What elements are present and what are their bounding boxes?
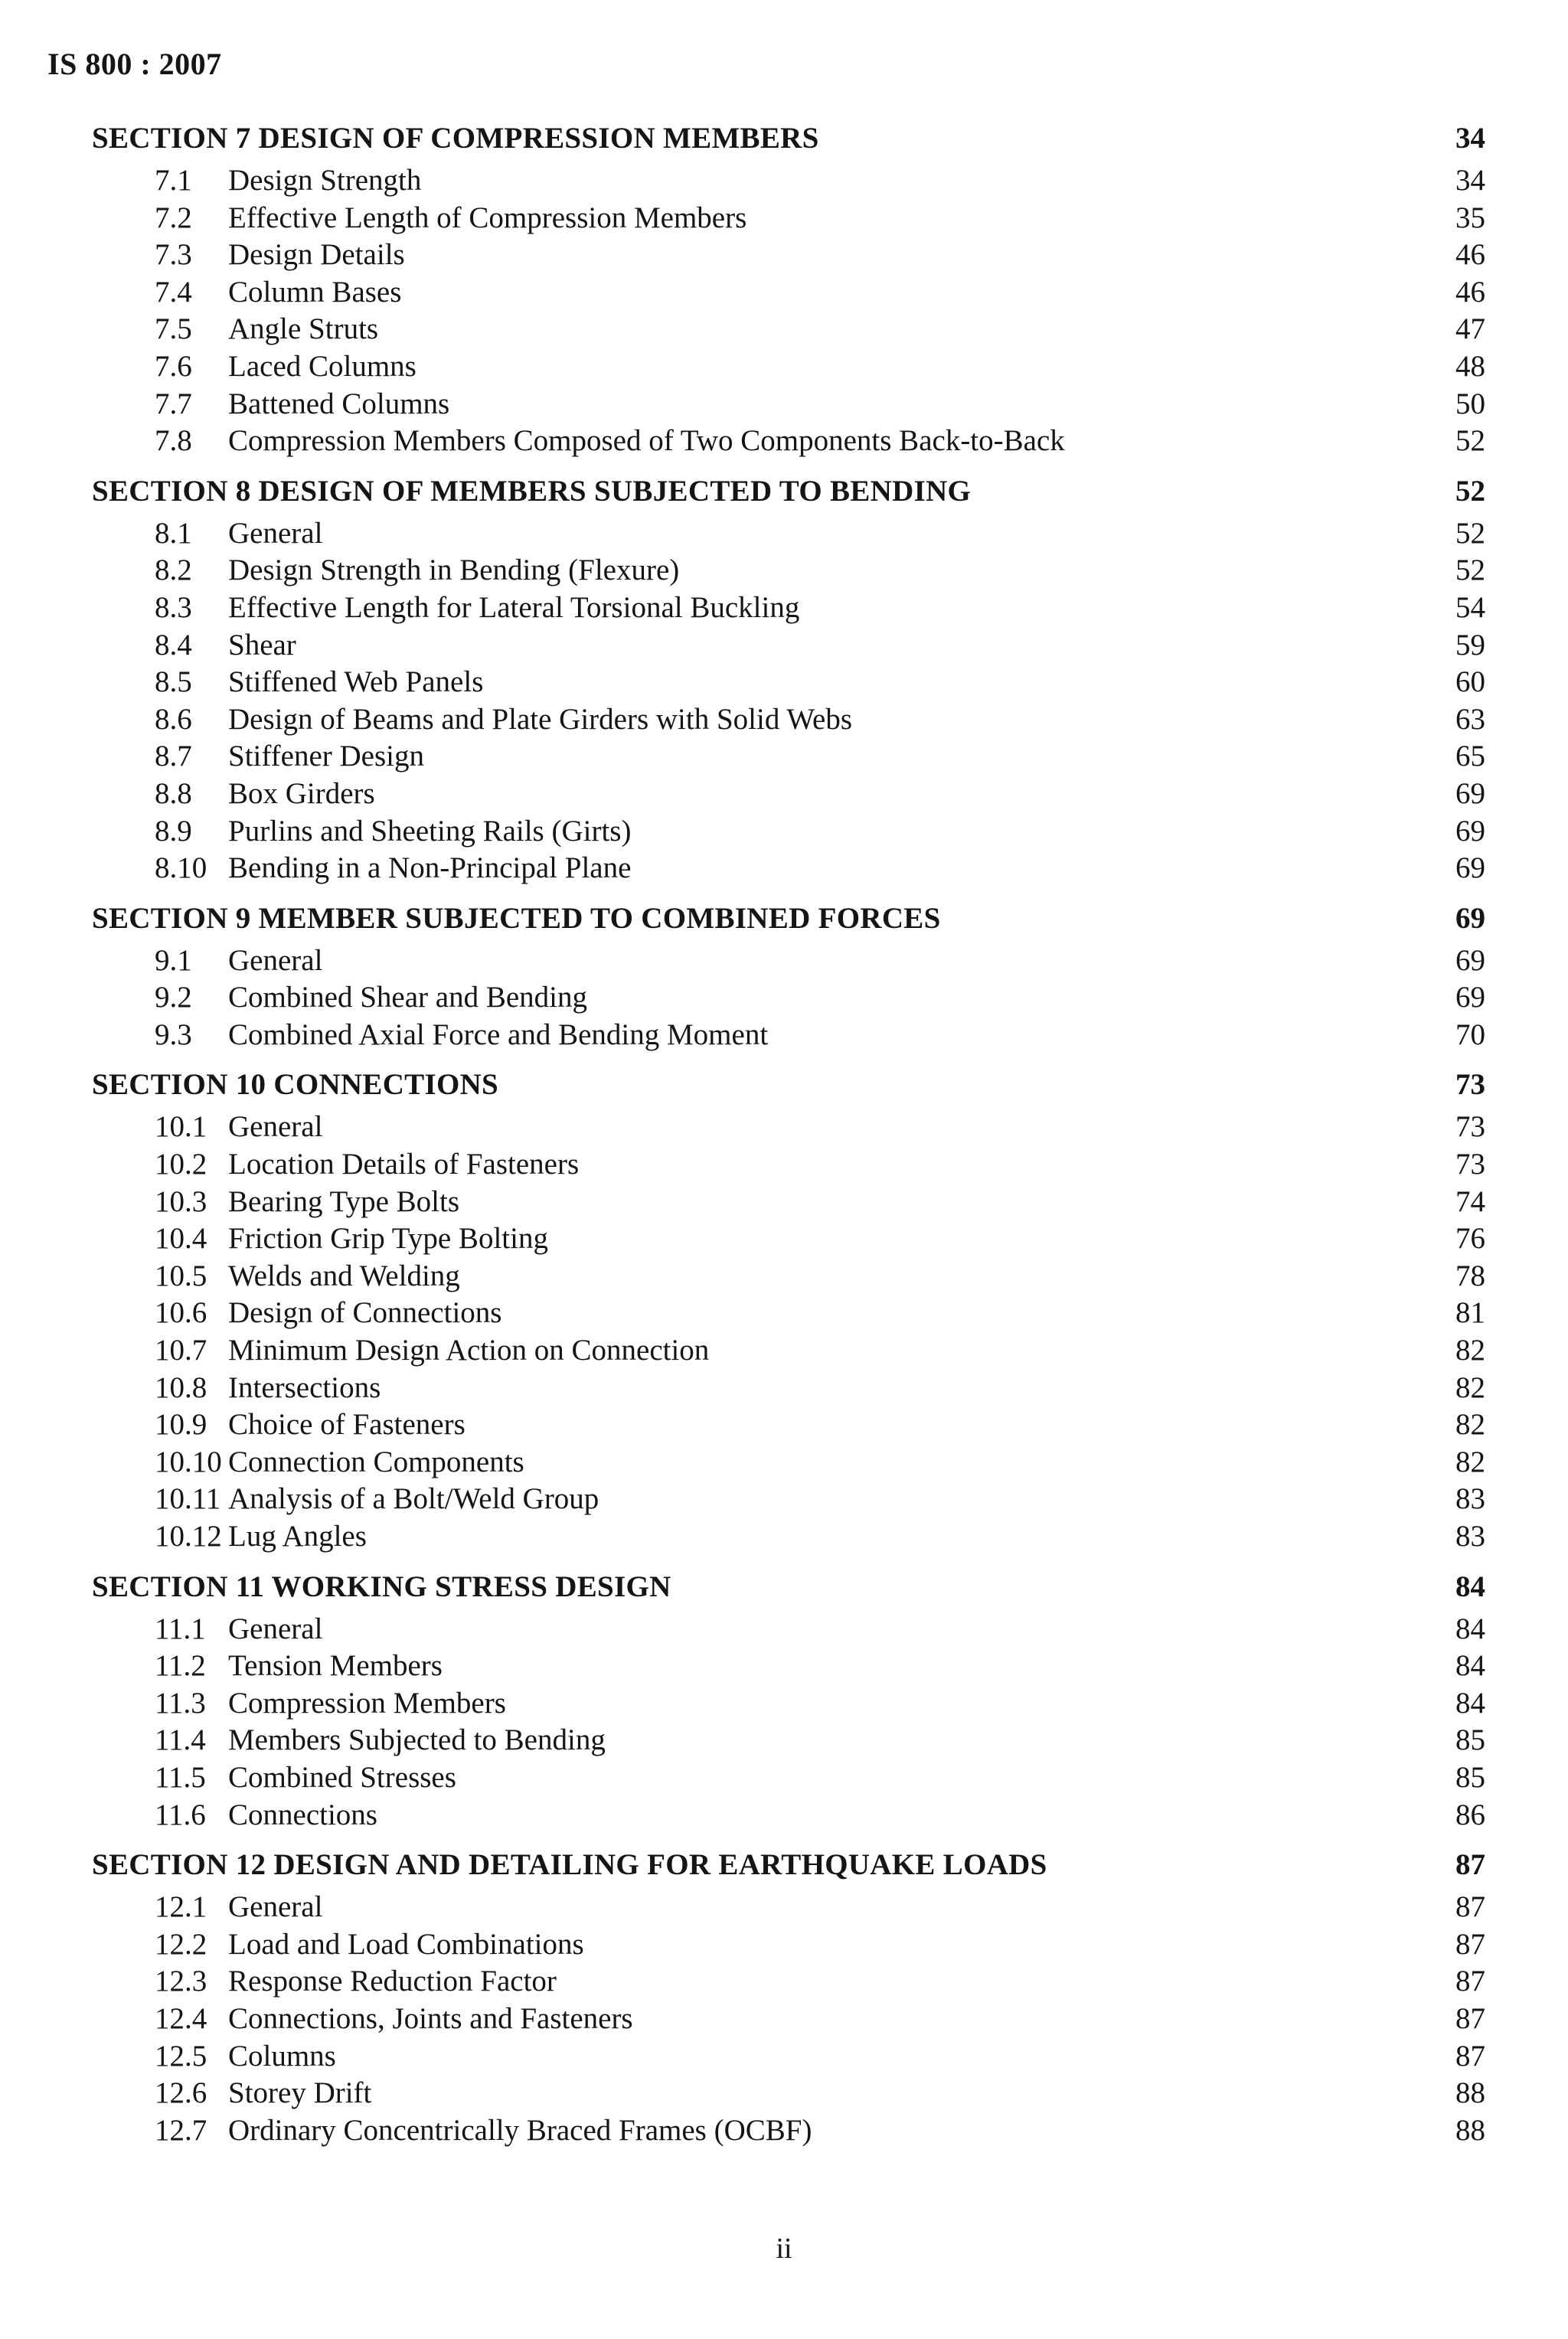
entry-label: Bearing Type Bolts	[228, 1184, 460, 1218]
entry-number: 10.8	[155, 1370, 207, 1404]
entry-page-number: 59	[1455, 628, 1485, 662]
entry-left	[92, 1406, 466, 1444]
toc-section	[92, 1841, 1485, 2149]
entry-label: Connections	[228, 1798, 377, 1831]
entry-page-number: 88	[1455, 2076, 1485, 2110]
entry-number: 10.7	[155, 1334, 207, 1367]
section-heading	[92, 1563, 1485, 1611]
entry-page-number: 73	[1455, 1110, 1485, 1144]
section-page-number: 52	[1455, 474, 1485, 508]
entry-page-number: 69	[1455, 943, 1485, 977]
toc-entry	[92, 1926, 1485, 1964]
toc-entry	[92, 237, 1485, 274]
entry-left	[92, 1444, 524, 1481]
entry-page-number: 83	[1455, 1520, 1485, 1553]
entry-label: Lug Angles	[228, 1520, 367, 1553]
entry-number: 8.3	[155, 590, 192, 624]
entry-left	[92, 423, 1065, 460]
entry-number: 11.5	[155, 1760, 206, 1794]
entry-number: 12.4	[155, 2001, 207, 2035]
toc-entry	[92, 200, 1485, 237]
entry-page-number: 35	[1455, 201, 1485, 234]
entry-page-number: 83	[1455, 1482, 1485, 1516]
entry-label: Compression Members Composed of Two Components Back-to-Back	[228, 424, 1065, 458]
section-page-number: 69	[1455, 901, 1485, 935]
entry-page-number: 76	[1455, 1222, 1485, 1256]
toc-entry	[92, 1220, 1485, 1258]
entry-label: General	[228, 943, 323, 977]
entry-number: 10.10	[155, 1445, 222, 1478]
toc-section	[92, 1061, 1485, 1555]
entry-page-number: 69	[1455, 851, 1485, 885]
entry-page-number: 88	[1455, 2113, 1485, 2147]
entry-left	[92, 200, 746, 237]
toc-entry	[92, 515, 1485, 553]
entry-left	[92, 2112, 812, 2150]
entry-label: Analysis of a Bolt/Weld Group	[228, 1482, 599, 1516]
entry-left	[92, 850, 631, 887]
entry-left	[92, 1184, 459, 1221]
toc-entry	[92, 2112, 1485, 2150]
entry-number: 8.5	[155, 665, 192, 699]
toc-entry	[92, 664, 1485, 701]
toc-section	[92, 895, 1485, 1054]
entry-label: Combined Stresses	[228, 1760, 456, 1794]
entry-number: 10.3	[155, 1184, 207, 1218]
entry-label: Connection Components	[228, 1445, 524, 1478]
entry-left	[92, 1685, 506, 1723]
entry-left	[92, 979, 587, 1017]
entry-number: 12.1	[155, 1890, 207, 1924]
entry-page-number: 47	[1455, 312, 1485, 346]
entry-left	[92, 942, 322, 980]
entry-label: Welds and Welding	[228, 1259, 460, 1292]
toc-entry	[92, 1444, 1485, 1481]
entry-page-number: 46	[1455, 275, 1485, 309]
entry-label: Ordinary Concentrically Braced Frames (OCBF)	[228, 2113, 812, 2147]
entry-label: Design of Beams and Plate Girders with Solid Webs	[228, 702, 853, 736]
toc-entry	[92, 1258, 1485, 1295]
toc-entry	[92, 1146, 1485, 1184]
toc-section	[92, 115, 1485, 460]
entry-page-number: 69	[1455, 776, 1485, 810]
entry-label: General	[228, 1890, 323, 1924]
entry-page-number: 52	[1455, 516, 1485, 550]
entry-number: 8.10	[155, 851, 207, 885]
entry-page-number: 69	[1455, 814, 1485, 848]
section-title: SECTION 11 WORKING STRESS DESIGN	[92, 1570, 671, 1603]
toc-entry	[92, 1648, 1485, 1685]
entry-left	[92, 2001, 633, 2038]
entry-page-number: 86	[1455, 1798, 1485, 1831]
toc-entry	[92, 1184, 1485, 1221]
entry-number: 7.5	[155, 312, 192, 346]
entry-left	[92, 1017, 768, 1054]
entry-label: Response Reduction Factor	[228, 1965, 557, 1998]
toc-entry	[92, 311, 1485, 348]
entry-label: Choice of Fasteners	[228, 1408, 466, 1442]
toc-entry	[92, 2038, 1485, 2076]
entry-label: Design Strength in Bending (Flexure)	[228, 554, 680, 587]
entry-label: Shear	[228, 628, 296, 662]
section-heading	[92, 468, 1485, 515]
entry-page-number: 82	[1455, 1408, 1485, 1442]
entry-page-number: 84	[1455, 1612, 1485, 1645]
entry-label: General	[228, 1110, 323, 1144]
toc-entry	[92, 813, 1485, 851]
toc-entry	[92, 2075, 1485, 2112]
entry-label: Design Details	[228, 238, 405, 272]
entry-number: 10.4	[155, 1222, 207, 1256]
entry-left	[92, 776, 375, 813]
toc-entry	[92, 1481, 1485, 1518]
entry-number: 10.12	[155, 1520, 222, 1553]
entry-number: 9.2	[155, 981, 192, 1014]
entry-label: Combined Shear and Bending	[228, 981, 588, 1014]
section-page-number: 73	[1455, 1068, 1485, 1102]
entry-label: Tension Members	[228, 1649, 443, 1683]
toc-entry	[92, 1722, 1485, 1759]
entry-left	[92, 1481, 599, 1518]
entry-left	[92, 1295, 501, 1332]
entry-label: Purlins and Sheeting Rails (Girts)	[228, 814, 632, 848]
toc-section	[92, 468, 1485, 887]
toc-entry	[92, 1889, 1485, 1926]
entry-number: 11.3	[155, 1686, 206, 1720]
toc-entry	[92, 1518, 1485, 1556]
entry-label: Stiffener Design	[228, 740, 424, 773]
entry-label: Friction Grip Type Bolting	[228, 1222, 548, 1256]
entry-number: 9.3	[155, 1018, 192, 1051]
section-page-number: 87	[1455, 1848, 1485, 1882]
entry-label: Columns	[228, 2039, 336, 2073]
entry-page-number: 70	[1455, 1018, 1485, 1051]
entry-label: Angle Struts	[228, 312, 379, 346]
entry-label: Intersections	[228, 1370, 381, 1404]
entry-left	[92, 1109, 322, 1146]
entry-number: 10.11	[155, 1482, 221, 1516]
entry-number: 8.9	[155, 814, 192, 848]
toc-entry	[92, 942, 1485, 980]
entry-left	[92, 2075, 371, 2112]
entry-number: 7.6	[155, 349, 192, 383]
entry-left	[92, 237, 405, 274]
entry-left	[92, 1146, 579, 1184]
entry-left	[92, 274, 401, 312]
entry-label: Design of Connections	[228, 1296, 502, 1330]
entry-left	[92, 311, 378, 348]
entry-left	[92, 813, 631, 851]
entry-number: 11.2	[155, 1649, 206, 1683]
entry-page-number: 48	[1455, 349, 1485, 383]
entry-number: 10.1	[155, 1110, 207, 1144]
entry-number: 10.6	[155, 1296, 207, 1330]
entry-number: 10.2	[155, 1148, 207, 1181]
entry-page-number: 46	[1455, 238, 1485, 272]
table-of-contents	[92, 115, 1485, 2149]
entry-number: 12.2	[155, 1927, 207, 1961]
entry-page-number: 82	[1455, 1370, 1485, 1404]
section-page-number: 34	[1455, 122, 1485, 155]
entry-number: 8.8	[155, 776, 192, 810]
entry-label: Effective Length of Compression Members	[228, 201, 747, 234]
entry-page-number: 87	[1455, 2001, 1485, 2035]
entry-left	[92, 1889, 322, 1926]
entry-left	[92, 1963, 557, 2001]
entry-page-number: 84	[1455, 1649, 1485, 1683]
entry-label: Combined Axial Force and Bending Moment	[228, 1018, 769, 1051]
entry-left	[92, 738, 424, 776]
toc-entry	[92, 1685, 1485, 1723]
entry-left	[92, 1648, 443, 1685]
toc-entry	[92, 2001, 1485, 2038]
entry-left	[92, 386, 449, 423]
entry-number: 8.1	[155, 516, 192, 550]
entry-left	[92, 1611, 322, 1648]
entry-label: Battened Columns	[228, 387, 450, 420]
page-number: ii	[776, 2233, 792, 2265]
entry-page-number: 34	[1455, 164, 1485, 197]
toc-entry	[92, 274, 1485, 312]
entry-label: Effective Length for Lateral Torsional Buckling	[228, 590, 800, 624]
entry-page-number: 50	[1455, 387, 1485, 420]
entry-left	[92, 1759, 456, 1797]
entry-page-number: 81	[1455, 1296, 1485, 1330]
entry-page-number: 69	[1455, 981, 1485, 1014]
entry-number: 11.6	[155, 1798, 206, 1831]
section-heading	[92, 1841, 1485, 1889]
entry-page-number: 60	[1455, 665, 1485, 699]
section-title: SECTION 10 CONNECTIONS	[92, 1068, 499, 1102]
entry-label: Location Details of Fasteners	[228, 1148, 580, 1181]
entry-left	[92, 664, 483, 701]
entry-number: 9.1	[155, 943, 192, 977]
entry-number: 8.7	[155, 740, 192, 773]
entry-left	[92, 590, 799, 627]
entry-page-number: 87	[1455, 1927, 1485, 1961]
entry-left	[92, 1370, 381, 1407]
entry-label: Compression Members	[228, 1686, 506, 1720]
section-title: SECTION 12 DESIGN AND DETAILING FOR EARTHQUAKE LOADS	[92, 1848, 1047, 1882]
entry-left	[92, 552, 679, 590]
entry-page-number: 84	[1455, 1686, 1485, 1720]
toc-entry	[92, 850, 1485, 887]
entry-number: 12.3	[155, 1965, 207, 1998]
entry-page-number: 85	[1455, 1760, 1485, 1794]
entry-number: 7.2	[155, 201, 192, 234]
entry-number: 12.5	[155, 2039, 207, 2073]
entry-label: Bending in a Non-Principal Plane	[228, 851, 632, 885]
entry-left	[92, 2038, 336, 2076]
entry-left	[92, 1797, 377, 1834]
toc-entry	[92, 701, 1485, 739]
section-heading	[92, 895, 1485, 942]
entry-page-number: 73	[1455, 1148, 1485, 1181]
section-title: SECTION 7 DESIGN OF COMPRESSION MEMBERS	[92, 122, 819, 155]
toc-entry	[92, 1406, 1485, 1444]
entry-page-number: 54	[1455, 590, 1485, 624]
entry-label: Load and Load Combinations	[228, 1927, 584, 1961]
entry-number: 8.4	[155, 628, 192, 662]
entry-left	[92, 1926, 584, 1964]
toc-entry	[92, 738, 1485, 776]
entry-number: 11.4	[155, 1723, 206, 1757]
entry-page-number: 52	[1455, 554, 1485, 587]
entry-number: 7.1	[155, 164, 192, 197]
toc-entry	[92, 1611, 1485, 1648]
entry-number: 7.8	[155, 424, 192, 458]
toc-entry	[92, 1017, 1485, 1054]
entry-number: 10.5	[155, 1259, 207, 1292]
entry-number: 8.2	[155, 554, 192, 587]
entry-page-number: 65	[1455, 740, 1485, 773]
entry-number: 10.9	[155, 1408, 207, 1442]
toc-entry	[92, 979, 1485, 1017]
entry-label: General	[228, 1612, 323, 1645]
entry-label: General	[228, 516, 323, 550]
section-title: SECTION 8 DESIGN OF MEMBERS SUBJECTED TO BENDING	[92, 474, 972, 508]
toc-entry	[92, 1295, 1485, 1332]
entry-left	[92, 701, 852, 739]
entry-number: 11.1	[155, 1612, 206, 1645]
entry-label: Storey Drift	[228, 2076, 372, 2110]
entry-page-number: 74	[1455, 1184, 1485, 1218]
entry-left	[92, 348, 416, 386]
entry-label: Design Strength	[228, 164, 422, 197]
section-page-number: 84	[1455, 1570, 1485, 1603]
section-heading	[92, 115, 1485, 162]
entry-number: 12.7	[155, 2113, 207, 2147]
toc-entry	[92, 423, 1485, 460]
toc-entry	[92, 1332, 1485, 1370]
toc-entry	[92, 348, 1485, 386]
entry-page-number: 52	[1455, 424, 1485, 458]
entry-left	[92, 1258, 460, 1295]
entry-left	[92, 162, 421, 200]
entry-label: Column Bases	[228, 275, 402, 309]
entry-page-number: 85	[1455, 1723, 1485, 1757]
entry-label: Box Girders	[228, 776, 375, 810]
entry-number: 7.7	[155, 387, 192, 420]
entry-left	[92, 1220, 548, 1258]
entry-page-number: 63	[1455, 702, 1485, 736]
entry-number: 7.4	[155, 275, 192, 309]
toc-entry	[92, 162, 1485, 200]
entry-left	[92, 1722, 606, 1759]
section-title: SECTION 9 MEMBER SUBJECTED TO COMBINED FORCES	[92, 901, 941, 935]
entry-page-number: 78	[1455, 1259, 1485, 1292]
entry-left	[92, 1518, 367, 1556]
toc-entry	[92, 386, 1485, 423]
entry-page-number: 82	[1455, 1334, 1485, 1367]
toc-entry	[92, 1963, 1485, 2001]
entry-left	[92, 627, 296, 665]
entry-label: Members Subjected to Bending	[228, 1723, 606, 1757]
entry-left	[92, 1332, 709, 1370]
entry-label: Laced Columns	[228, 349, 416, 383]
entry-page-number: 87	[1455, 2039, 1485, 2073]
entry-label: Minimum Design Action on Connection	[228, 1334, 710, 1367]
entry-number: 12.6	[155, 2076, 207, 2110]
toc-entry	[92, 552, 1485, 590]
toc-entry	[92, 1797, 1485, 1834]
toc-section	[92, 1563, 1485, 1834]
toc-entry	[92, 1759, 1485, 1797]
section-heading	[92, 1061, 1485, 1109]
entry-page-number: 87	[1455, 1890, 1485, 1924]
entry-label: Stiffened Web Panels	[228, 665, 484, 699]
entry-label: Connections, Joints and Fasteners	[228, 2001, 633, 2035]
entry-number: 7.3	[155, 238, 192, 272]
document-header: IS 800 : 2007	[47, 47, 222, 81]
toc-entry	[92, 627, 1485, 665]
entry-number: 8.6	[155, 702, 192, 736]
entry-left	[92, 515, 322, 553]
toc-entry	[92, 1370, 1485, 1407]
entry-page-number: 82	[1455, 1445, 1485, 1478]
toc-entry	[92, 1109, 1485, 1146]
entry-page-number: 87	[1455, 1965, 1485, 1998]
toc-entry	[92, 590, 1485, 627]
toc-entry	[92, 776, 1485, 813]
